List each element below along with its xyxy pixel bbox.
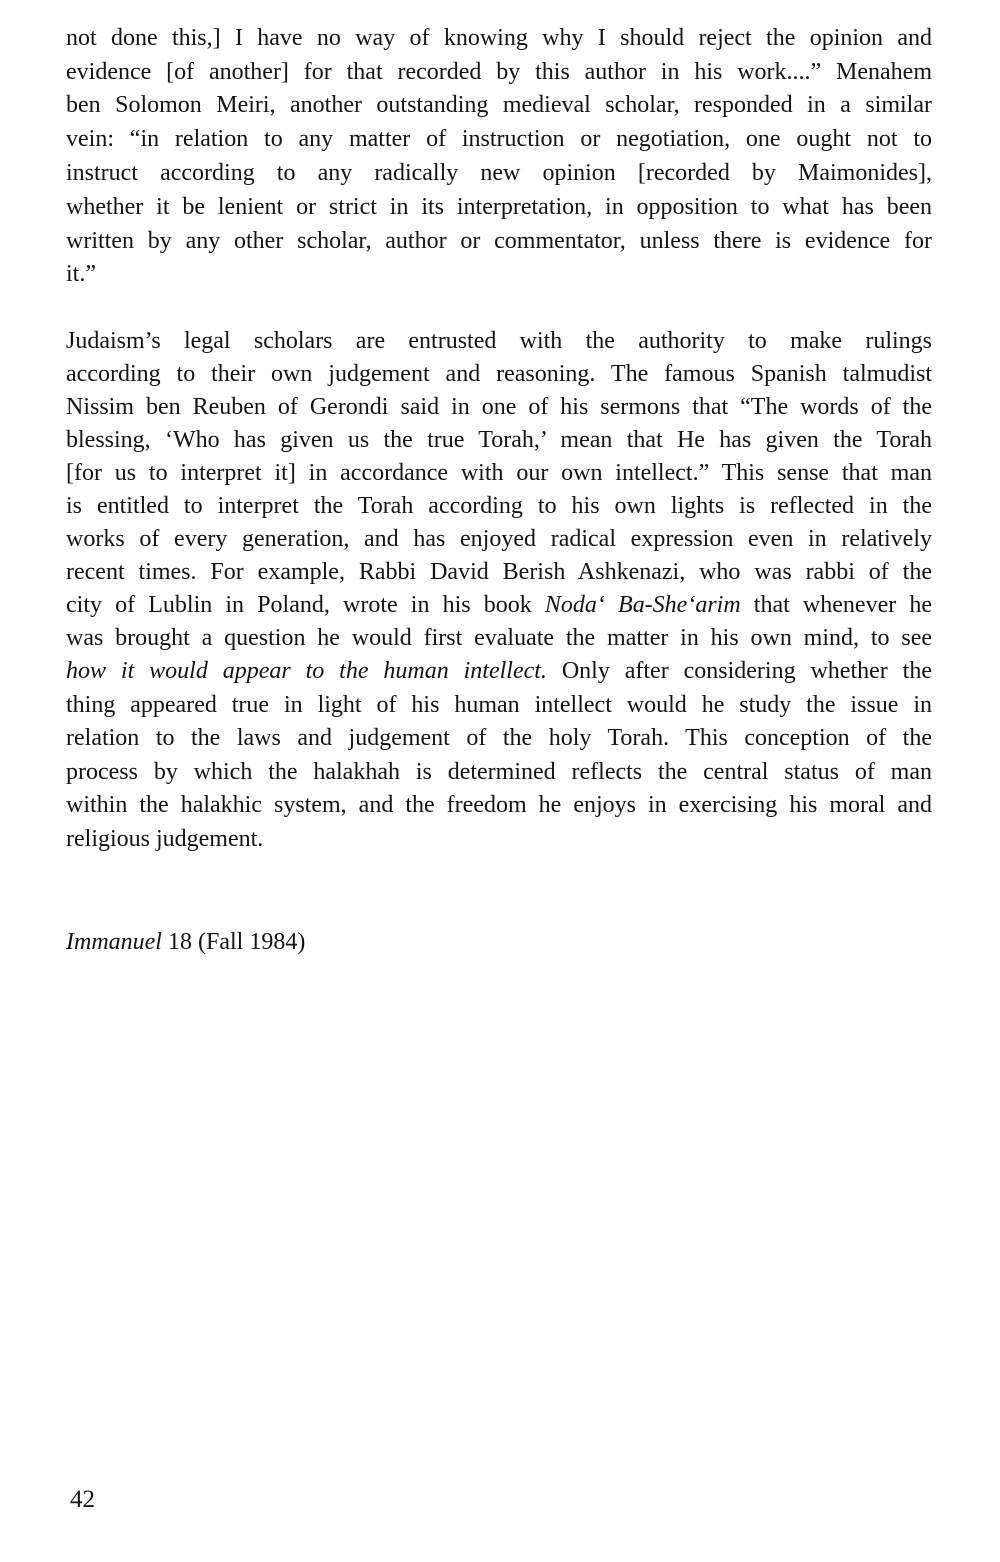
text-line: not done this,] I have no way of knowing why I should reject the opinion and [66,25,932,51]
text-line: thing appeared true in light of his human intellect would he study the issue in [66,692,932,718]
text-line: Judaism’s legal scholars are entrusted with the authority to make rulings [66,328,932,354]
text-line: whether it be lenient or strict in its interpretation, in opposition to what has been [66,194,932,220]
text-line: is entitled to interpret the Torah according to his own lights is reflected in the [66,493,932,519]
text-line: evidence [of another] for that recorded by this author in his work....” Menahem [66,59,932,85]
journal-name: Immanuel [66,929,162,955]
text-line: according to their own judgement and reasoning. The famous Spanish talmudist [66,361,932,387]
text-line: was brought a question he would first evaluate the matter in his own mind, to see [66,625,932,651]
text-line: Nissim ben Reuben of Gerondi said in one of his sermons that “The words of the [66,394,932,420]
emphasized-phrase: how it would appear to the human intellect. [66,658,547,684]
book-title: Noda‘ Ba-She‘arim [544,592,741,618]
text-line: it.” [66,261,96,287]
page-number: 42 [70,1486,95,1513]
text-line: recent times. For example, Rabbi David Berish Ashkenazi, who was rabbi of the [66,559,932,585]
text-line: ben Solomon Meiri, another outstanding medieval scholar, responded in a similar [66,92,932,118]
source-citation [66,926,305,958]
text-line: within the halakhic system, and the freedom he enjoys in exercising his moral and [66,792,932,818]
text-line: written by any other scholar, author or commentator, unless there is evidence for [66,228,932,254]
text-line: relation to the laws and judgement of the holy Torah. This conception of the [66,725,932,751]
text-run: Only after considering whether the [546,658,932,684]
text-line: process by which the halakhah is determined reflects the central status of man [66,759,932,785]
text-run: city of Lublin in Poland, wrote in his book [66,592,545,618]
issue-info: 18 (Fall 1984) [161,929,306,955]
text-line [66,589,932,621]
text-line: vein: “in relation to any matter of instruction or negotiation, one ought not to [66,126,932,152]
text-line [66,655,932,687]
text-run: that whenever he [740,592,933,618]
text-line: works of every generation, and has enjoyed radical expression even in relatively [66,526,932,552]
text-line: [for us to interpret it] in accordance with our own intellect.” This sense that man [66,460,932,486]
text-line: instruct according to any radically new opinion [recorded by Maimonides], [66,160,932,186]
text-line: blessing, ‘Who has given us the true Torah,’ mean that He has given the Torah [66,427,932,453]
text-line: religious judgement. [66,826,264,852]
